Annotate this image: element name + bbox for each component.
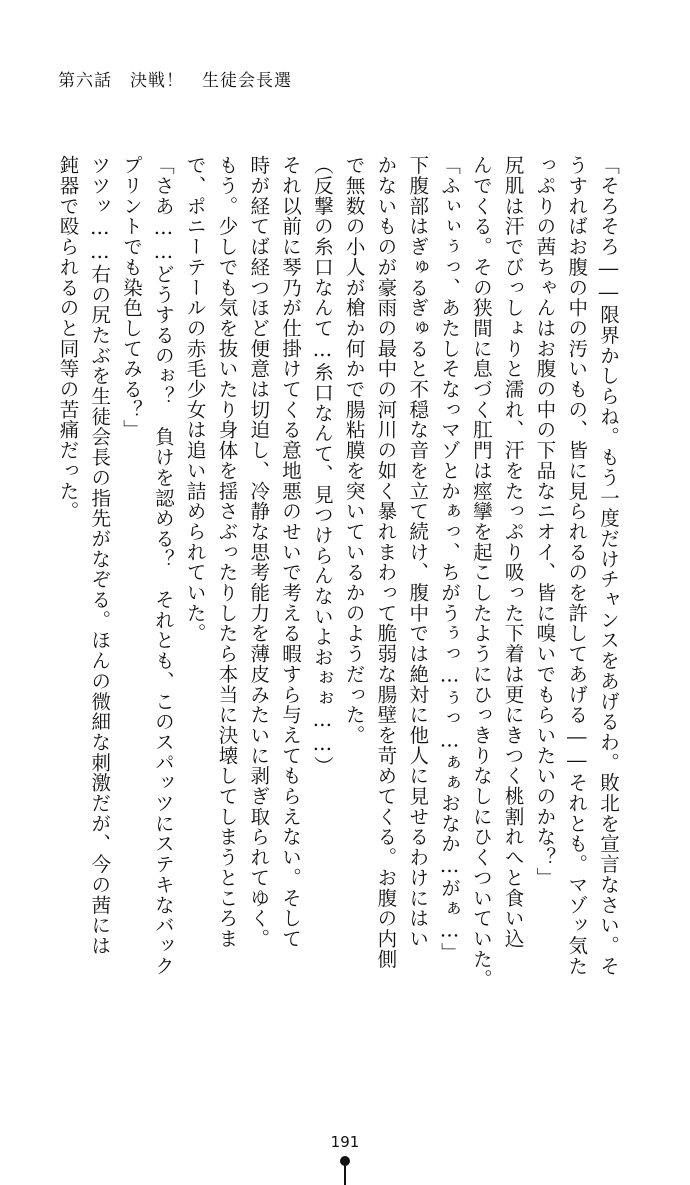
text-line: 下腹部はぎゅるぎゅると不穏な音を立て続け、腹中では絶対に他人に見せるわけにはい xyxy=(406,155,430,949)
page-number: 191 xyxy=(330,1133,360,1151)
chapter-header: 第六話 決戦！ 生徒会長選 xyxy=(58,71,292,91)
text-line: （反撃の糸口なんて…糸口なんて、見つけらんないよおぉぉ……） xyxy=(310,155,334,776)
page-marker-stem xyxy=(344,1165,346,1185)
text-line: っぷりの茜ちゃんはお腹の中の下品なニオイ、皆に嗅いでもらいたいのかな？」 xyxy=(533,155,557,888)
text-line: かないものが豪雨の最中の河川の如く暴れまわって脆弱な腸壁を苛めてくる。お腹の内側 xyxy=(374,155,398,969)
text-line: んでくる。その狭間に息づく肛門は痙攣を起こしたようにひっきりなしにひくついていた。 xyxy=(469,155,493,990)
text-line: で無数の小人が槍か何かで腸粘膜を突いているかのようだった。 xyxy=(342,155,366,746)
text-line: で、ポニーテールの赤毛少女は追い詰められていた。 xyxy=(183,155,207,644)
text-line: 「さあ……どうするのぉ？ 負けを認める？ それとも、このスパッツにステキなバック xyxy=(151,155,175,976)
text-line: 「ふぃぃぅっ、あたしそなっマゾとかぁっ、ちがうぅっ…ぅっ…ぁぁおなか…がぁ…」 xyxy=(438,155,462,963)
text-line: もう。少しでも気を抜いたり身体を揺さぶったりしたら本当に決壊してしまうところま xyxy=(215,155,239,949)
body-text xyxy=(52,155,624,1035)
text-line: それ以前に琴乃が仕掛けてくる意地悪のせいで考える暇すら与えてもらえない。そして xyxy=(279,155,303,949)
text-line: プリントでも染色してみる？」 xyxy=(120,155,144,440)
text-line: 「そろそろ――限界かしらね。もう一度だけチャンスをあげるわ。敗北を宣言なさい。そ xyxy=(597,155,620,976)
page-marker-icon xyxy=(340,1156,350,1184)
text-line: 時が経てば経つほど便意は切迫し、冷静な思考能力を薄皮みたいに剥ぎ取られてゆく。 xyxy=(247,155,271,949)
text-line: 尻肌は汗でびっしょりと濡れ、汗をたっぷり吸った下着は更にきつく桃割れへと食い込 xyxy=(501,155,525,949)
text-line: 鈍器で殴られるのと同等の苦痛だった。 xyxy=(56,155,80,522)
text-line: うすればお腹の中の汚いもの、皆に見られるのを許してあげる――それとも。マゾッ気た xyxy=(565,155,589,976)
text-line: ツツッ……右の尻たぶを生徒会長の指先がなぞる。ほんの微細な刺激だが、今の茜には xyxy=(88,155,112,956)
